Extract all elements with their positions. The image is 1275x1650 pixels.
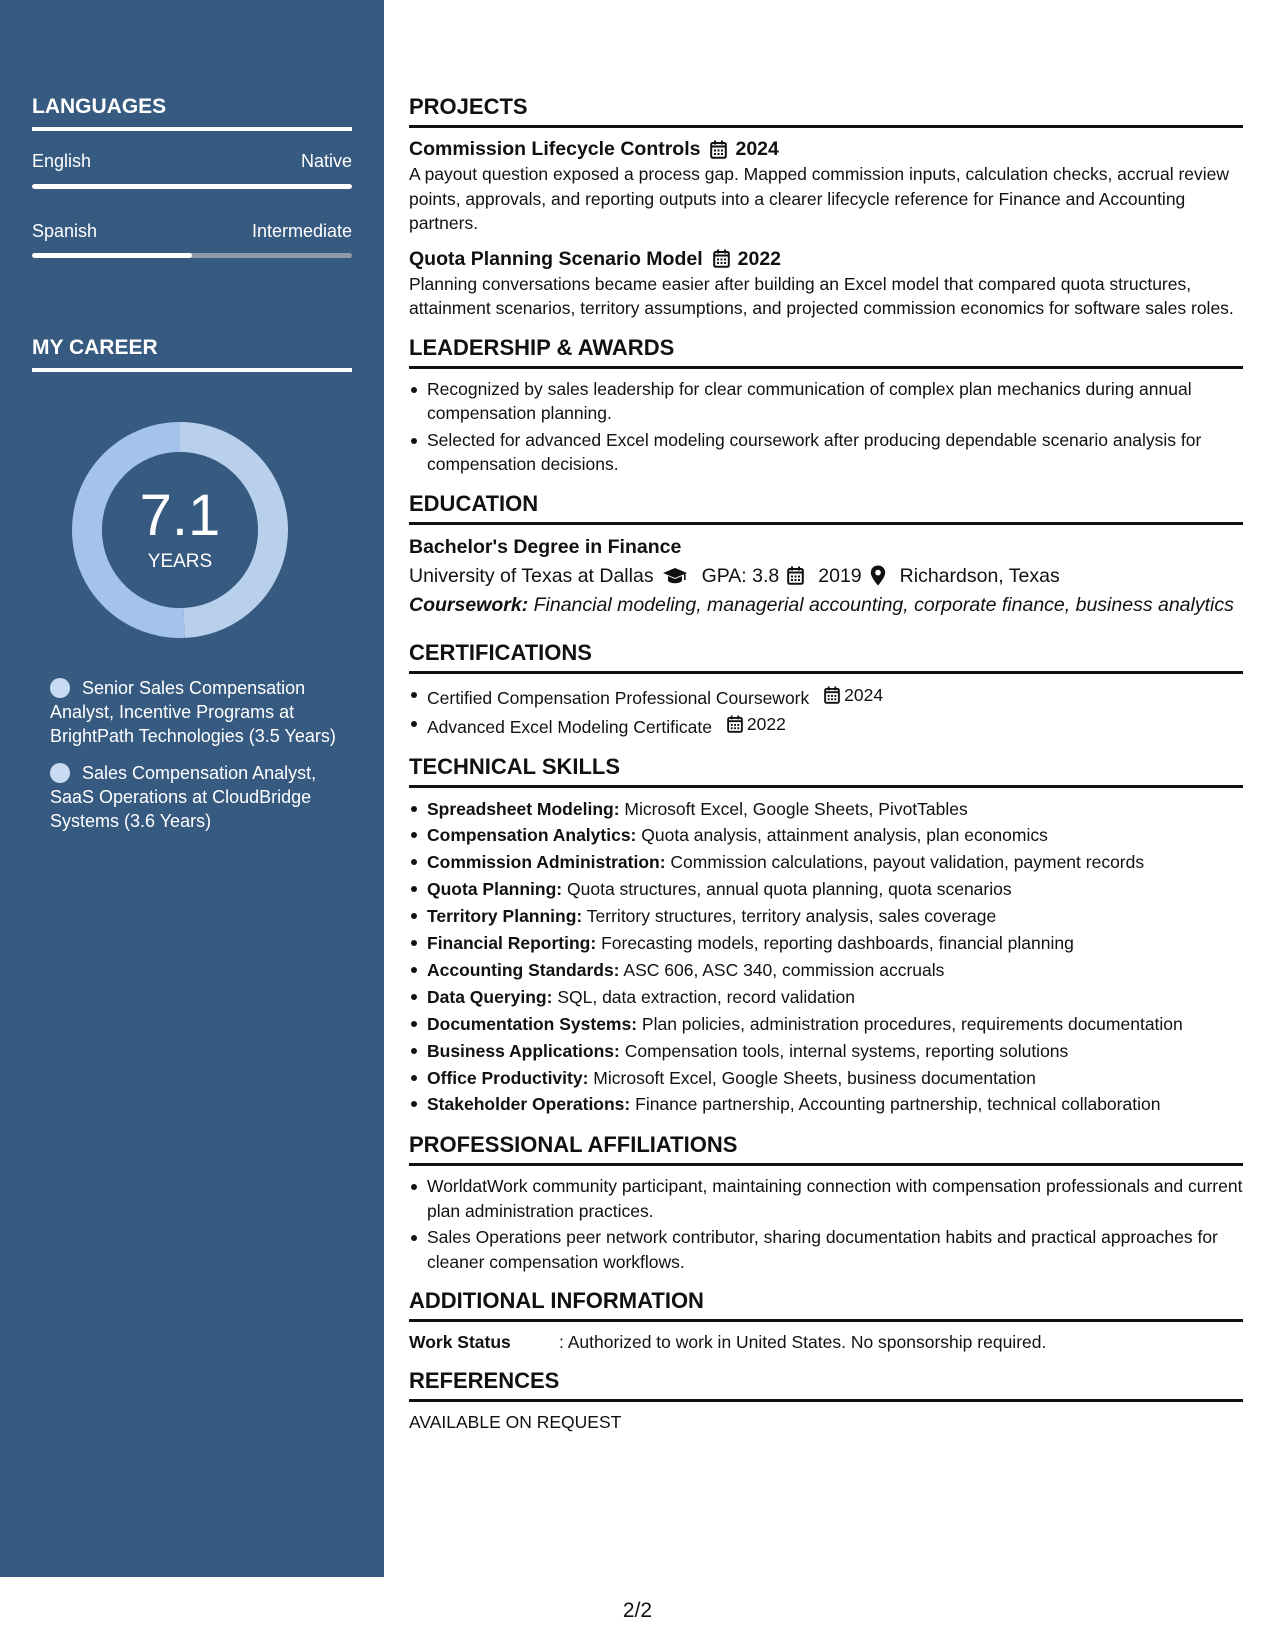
skill-value: Forecasting models, reporting dashboards, financial planning <box>601 933 1074 954</box>
skill-value: Territory structures, territory analysis, sales coverage <box>586 906 997 927</box>
skill-item <box>409 930 1243 957</box>
projects-heading: PROJECTS <box>409 92 1243 128</box>
skill-item <box>409 1038 1243 1065</box>
affiliations-list <box>409 1174 1243 1274</box>
certification-name: Certified Compensation Professional Coursework <box>427 687 810 708</box>
language-bar-fill <box>32 184 352 189</box>
skill-value: Finance partnership, Accounting partnership, technical collaboration <box>635 1094 1161 1115</box>
career-total-unit: YEARS <box>147 551 213 572</box>
education-heading: EDUCATION <box>409 489 1243 525</box>
calendar-icon <box>787 566 804 585</box>
leadership-heading: LEADERSHIP & AWARDS <box>409 333 1243 369</box>
skill-label: Financial Reporting: <box>427 933 597 954</box>
additional-section <box>409 1286 1243 1354</box>
language-level: Intermediate <box>251 221 352 241</box>
calendar-icon <box>824 686 840 704</box>
career-item-text: Sales Compensation Analyst, SaaS Operations at CloudBridge Systems (3.6 Years) <box>50 763 317 831</box>
certifications-heading: CERTIFICATIONS <box>409 638 1243 674</box>
skills-section <box>409 752 1243 1119</box>
page-number: 2/2 <box>622 1599 653 1622</box>
project-date <box>713 246 781 272</box>
references-text: AVAILABLE ON REQUEST <box>409 1412 622 1433</box>
certification-name: Advanced Excel Modeling Certificate <box>427 716 713 737</box>
language-name: English <box>32 151 92 171</box>
graduation-cap-icon <box>662 567 688 585</box>
skill-value: Microsoft Excel, Google Sheets, business documentation <box>593 1067 1036 1088</box>
affiliations-heading: PROFESSIONAL AFFILIATIONS <box>409 1130 1243 1166</box>
skills-heading: TECHNICAL SKILLS <box>409 752 1243 788</box>
skill-label: Documentation Systems: <box>427 1013 638 1034</box>
project-title: Quota Planning Scenario Model <box>409 247 703 270</box>
skill-label: Quota Planning: <box>427 879 563 900</box>
skill-value: SQL, data extraction, record validation <box>557 986 855 1007</box>
skill-value: Quota structures, annual quota planning, quota scenarios <box>567 879 1012 900</box>
certifications-list <box>409 682 1243 740</box>
project-date-text: 2024 <box>735 138 779 160</box>
certifications-section <box>409 638 1243 740</box>
work-status-label: Work Status <box>409 1332 511 1353</box>
language-bar-spanish <box>32 253 352 258</box>
language-level: Native <box>300 151 352 171</box>
project-title-row <box>409 246 1243 272</box>
work-status-row <box>409 1330 1243 1354</box>
coursework-label: Coursework: <box>409 593 529 616</box>
project-date-text: 2022 <box>737 247 782 270</box>
list-item: WorldatWork community participant, maintaining connection with compensation professionals and current plan administration practices. <box>409 1174 1243 1223</box>
graduation-year: 2019 <box>818 564 862 587</box>
list-item <box>409 711 1243 740</box>
coursework <box>409 593 1243 618</box>
project-description: Planning conversations became easier after building an Excel model that compared quota structures, attainment scenarios, territory assumptions, and projected commission economics for software sales roles. <box>409 273 1234 318</box>
leadership-section <box>409 333 1243 477</box>
location-pin-icon <box>870 565 886 586</box>
language-bar-english <box>32 184 352 189</box>
career-list <box>50 676 340 846</box>
skill-item <box>409 822 1243 849</box>
skill-label: Territory Planning: <box>427 906 583 927</box>
school-location: Richardson, Texas <box>899 564 1060 587</box>
list-item <box>409 682 1243 711</box>
career-total-years: 7.1 <box>139 483 221 548</box>
project-description: A payout question exposed a process gap. Mapped commission inputs, calculation checks, accrual review points, approvals, and reporting outputs into a clearer lifecycle reference for Finance and Accounting partners. <box>409 164 1230 233</box>
certification-date: 2022 <box>746 713 786 734</box>
language-row-english <box>32 150 352 172</box>
career-donut <box>66 416 294 644</box>
skill-item <box>409 984 1243 1011</box>
skill-label: Accounting Standards: <box>427 959 620 980</box>
list-item: Recognized by sales leadership for clear communication of complex plan mechanics during annual compensation planning. <box>409 377 1243 426</box>
skill-item <box>409 1065 1243 1092</box>
skill-label: Business Applications: <box>427 1040 620 1061</box>
projects-section <box>409 92 1243 321</box>
career-dot-icon <box>50 678 70 698</box>
skills-list <box>409 796 1243 1119</box>
calendar-icon <box>710 140 727 159</box>
references-section <box>409 1366 1243 1434</box>
skill-value: Compensation tools, internal systems, reporting solutions <box>624 1040 1069 1061</box>
skill-item <box>409 1011 1243 1038</box>
gpa: GPA: 3.8 <box>701 564 780 587</box>
career-item <box>50 761 340 833</box>
affiliations-section <box>409 1130 1243 1274</box>
project-date <box>710 136 778 162</box>
career-item-text: Senior Sales Compensation Analyst, Incentive Programs at BrightPath Technologies (3.5 Years) <box>50 678 336 746</box>
skill-label: Commission Administration: <box>427 852 666 873</box>
list-item: Sales Operations peer network contributor, sharing documentation habits and practical approaches for cleaner compensation workflows. <box>409 1225 1243 1274</box>
skill-item <box>409 903 1243 930</box>
education-meta <box>409 561 1243 591</box>
additional-heading: ADDITIONAL INFORMATION <box>409 1286 1243 1322</box>
skill-label: Compensation Analytics: <box>427 825 637 846</box>
degree-title: Bachelor's Degree in Finance <box>409 535 682 558</box>
language-bar-fill <box>32 253 192 258</box>
project-title: Commission Lifecycle Controls <box>409 138 701 160</box>
calendar-icon <box>727 715 743 733</box>
leadership-list <box>409 377 1243 477</box>
sidebar <box>0 0 384 1577</box>
language-row-spanish <box>32 220 352 242</box>
skill-item <box>409 796 1243 823</box>
skill-item <box>409 957 1243 984</box>
work-status-value: : Authorized to work in United States. No sponsorship required. <box>559 1332 1047 1353</box>
skill-label: Office Productivity: <box>427 1067 589 1088</box>
career-heading: MY CAREER <box>32 334 352 372</box>
languages-heading: LANGUAGES <box>32 93 352 131</box>
skill-label: Spreadsheet Modeling: <box>427 798 620 819</box>
calendar-icon <box>713 249 730 268</box>
skill-value: Plan policies, administration procedures, requirements documentation <box>641 1013 1183 1034</box>
skill-item <box>409 849 1243 876</box>
project-title-row <box>409 136 1243 162</box>
language-name: Spanish <box>32 221 98 241</box>
skill-label: Data Querying: <box>427 986 553 1007</box>
skill-item <box>409 876 1243 903</box>
career-dot-icon <box>50 763 70 783</box>
skill-item <box>409 1091 1243 1118</box>
skill-value: Quota analysis, attainment analysis, plan economics <box>641 825 1048 846</box>
school-name: University of Texas at Dallas <box>409 564 654 587</box>
skill-value: Commission calculations, payout validation, payment records <box>670 852 1145 873</box>
skill-label: Stakeholder Operations: <box>427 1094 631 1115</box>
references-heading: REFERENCES <box>409 1366 1243 1402</box>
coursework-text: Financial modeling, managerial accounting, corporate finance, business analytics <box>533 593 1234 616</box>
certification-date: 2024 <box>844 684 884 705</box>
career-item <box>50 676 340 748</box>
skill-value: ASC 606, ASC 340, commission accruals <box>623 959 945 980</box>
list-item: Selected for advanced Excel modeling coursework after producing dependable scenario analysis for compensation decisions. <box>409 428 1243 477</box>
main-content <box>409 92 1243 1446</box>
skill-value: Microsoft Excel, Google Sheets, PivotTables <box>624 798 968 819</box>
education-section <box>409 489 1243 618</box>
